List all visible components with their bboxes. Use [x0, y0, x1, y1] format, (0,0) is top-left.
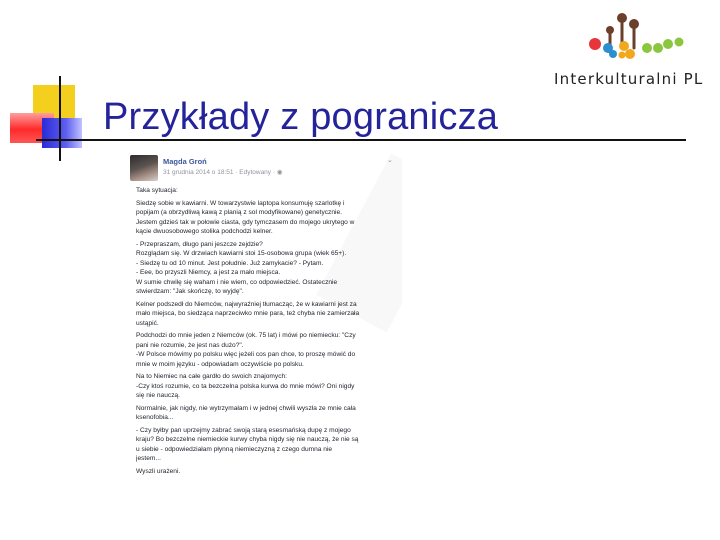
slide-title: Przykłady z pogranicza	[103, 96, 499, 138]
post-line: ustąpić.	[136, 319, 159, 327]
avatar	[130, 155, 158, 181]
post-line: - Przepraszam, długo pani jeszcze zejdzie?	[136, 240, 263, 248]
post-line: Wyszli urażeni.	[136, 467, 181, 475]
post-line: kącie dwuosobowego stolika podchodzi kelner.	[136, 228, 273, 235]
title-underline	[36, 139, 686, 141]
post-line: -Czy ktoś rozumie, co ta bezczelna polska kurwa do mnie mówi? Oni nigdy	[136, 382, 355, 390]
post-date-text: 31 grudnia 2014 o 18:51 · Edytowany ·	[163, 169, 277, 176]
post-line: - Siedzę tu od 10 minut. Jest południe. Już zamykacie? - Pytam.	[136, 259, 324, 267]
post-line: u siebie - odpowiedziałam płynną niemieczyzną z czego dumna nie	[136, 445, 333, 453]
post-line: - Eee, bo przyszli Niemcy, a jest za mało miejsca.	[136, 269, 281, 276]
post-line: Kelner podszedł do Niemców, najwyraźniej tłumacząc, że w kawiarni jest za	[136, 300, 357, 308]
post-line: mnie w moim języku - odpowiadam oczywiście po polsku.	[136, 360, 304, 368]
post-line: W sumie chwilę się waham i nie wiem, co odpowiedzieć. Ostatecznie	[136, 278, 338, 286]
post-line: Na to Niemiec na całe gardło do swoich znajomych:	[136, 373, 287, 380]
post-line: pani nie rozumie, że jest nas dużo?".	[136, 341, 244, 349]
post-line: stwierdzam: "Jak skończę, to wyjdę".	[136, 288, 244, 295]
post-line: jestem...	[136, 455, 161, 462]
interkulturalni-logo	[550, 8, 720, 86]
post-line: Siedzę sobie w kawiarni. W towarzystwie laptopa konsumuję szarlotkę i	[136, 199, 345, 207]
logo-dots-icon	[550, 8, 720, 70]
post-line: ksenofobia...	[136, 414, 174, 421]
post-line: Jestem gdzieś tak w połowie ciasta, gdy tymczasem do mojego ukrytego w	[136, 218, 355, 226]
post-author: Magda Groń	[163, 157, 207, 166]
post-line: Rozglądam się. W drzwiach kawiarni stoi 15-osobowa grupa (wiek 65+).	[136, 250, 347, 257]
post-line: -W Polsce mówimy po polsku więc jeżeli cos pan chce, to proszę mówić do	[136, 351, 356, 358]
social-post-screenshot	[127, 153, 402, 475]
post-line: Normalnie, jak nigdy, nie wytrzymałam i w jednej chwili wyszła ze mnie cała	[136, 404, 356, 412]
chevron-down-icon: ⌄	[387, 157, 393, 164]
logo-wordmark: Interkulturalni PL	[554, 70, 704, 88]
post-line: - Czy byłby pan uprzejmy zabrać swoją starą esesmańską dupę z mojego	[136, 426, 351, 434]
post-date	[163, 168, 283, 176]
post-line: kraju? Bo bezczelne niemieckie kurwy chyba nigdy się nie nauczą, że nie są	[136, 436, 359, 443]
globe-icon: ◉	[276, 169, 283, 176]
post-line: Taka sytuacja:	[136, 187, 178, 194]
accent-square-blue	[42, 118, 82, 148]
accent-vertical-line	[59, 76, 61, 161]
post-line: popijam (a obrzydliwą kawą z planią z sol modyfikowane) genetycznie.	[136, 209, 342, 216]
post-line: Podchodzi do mnie jeden z Niemców (ok. 75 lat) i mówi po niemiecku: "Czy	[136, 332, 356, 339]
post-body	[136, 186, 398, 475]
post-line: się nie nauczą.	[136, 392, 180, 399]
post-line: mało miejsca, bo siedząca naprzeciwko mnie para, też chyba nie zamierzała	[136, 310, 360, 317]
